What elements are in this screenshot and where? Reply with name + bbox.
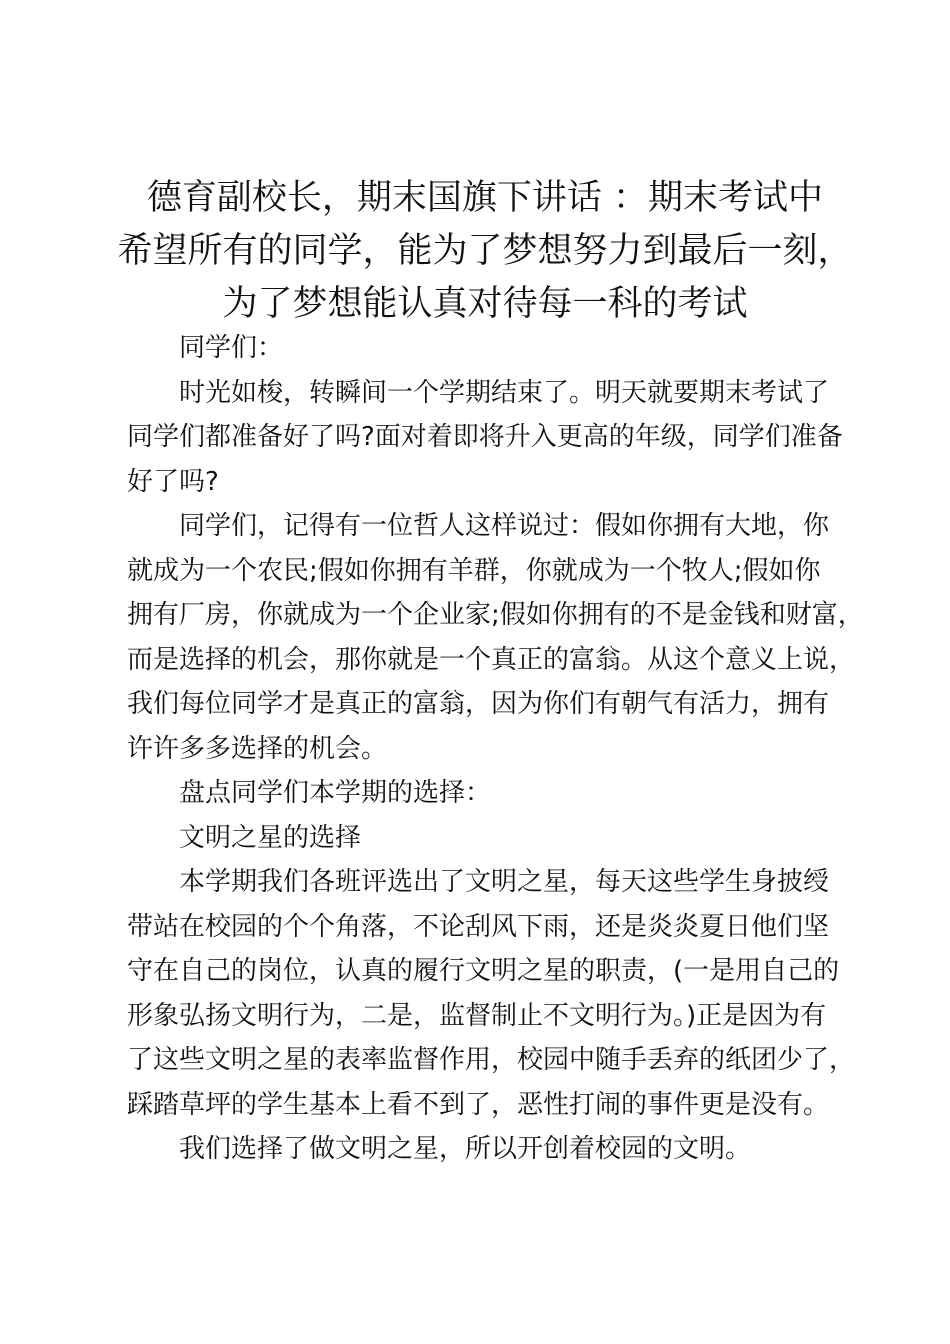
text-line: 了这些文明之星的表率监督作用，校园中随手丢弃的纸团少了， [127,1045,856,1075]
text-line: 同学们都准备好了吗?面对着即将升入更高的年级，同学们准备 [127,422,843,452]
paragraph-greeting [127,326,837,371]
text-line: 就成为一个农民;假如你拥有羊群，你就成为一个牧人;假如你 [127,555,821,586]
paragraph-philosopher [127,504,864,771]
text-line: 我们每位同学才是真正的富翁，因为你们有朝气有活力，拥有 [127,689,830,719]
text-line: 形象弘扬文明行为，二是，监督制止不文明行为。)正是因为有 [127,1000,827,1031]
text-line: 文明之星的选择 [179,822,362,853]
paragraph-intro [127,371,843,505]
paragraph-civility-star [127,860,856,1127]
text-line: 同学们，记得有一位哲人这样说过：假如你拥有大地，你 [179,511,830,541]
paragraph-conclusion [127,1127,837,1172]
text-line: 守在自己的岗位，认真的履行文明之星的职责，(一是用自己的 [127,956,840,986]
text-line: 时光如梭，转瞬间一个学期结束了。明天就要期末考试了 [179,377,830,408]
title-line: 希望所有的同学，能为了梦想努力到最后一刻， [117,231,853,271]
text-line: 我们选择了做文明之星，所以开创着校园的文明。 [179,1134,752,1164]
text-line: 拥有厂房，你就成为一个企业家;假如你拥有的不是金钱和财富， [127,600,864,630]
document-title [110,172,860,331]
text-line: 带站在校园的个个角落，不论刮风下雨，还是炎炎夏日他们坚 [127,911,830,942]
title-line: 为了梦想能认真对待每一科的考试 [222,284,748,324]
text-line: 好了吗? [127,466,219,497]
text-line: 同学们： [179,333,284,363]
text-line: 许许多多选择的机会。 [127,733,388,764]
text-line: 盘点同学们本学期的选择： [179,778,492,808]
paragraph-subheading [127,816,837,861]
title-line: 德育副校长，期末国旗下讲话 ：期末考试中 [146,178,824,218]
document-body [127,326,864,1172]
paragraph-review [127,771,837,816]
text-line: 而是选择的机会，那你就是一个真正的富翁。从这个意义上说， [127,644,856,675]
text-line: 本学期我们各班评选出了文明之星，每天这些学生身披绶 [179,867,830,897]
text-line: 踩踏草坪的学生基本上看不到了，恶性打闹的事件更是没有。 [127,1089,830,1120]
